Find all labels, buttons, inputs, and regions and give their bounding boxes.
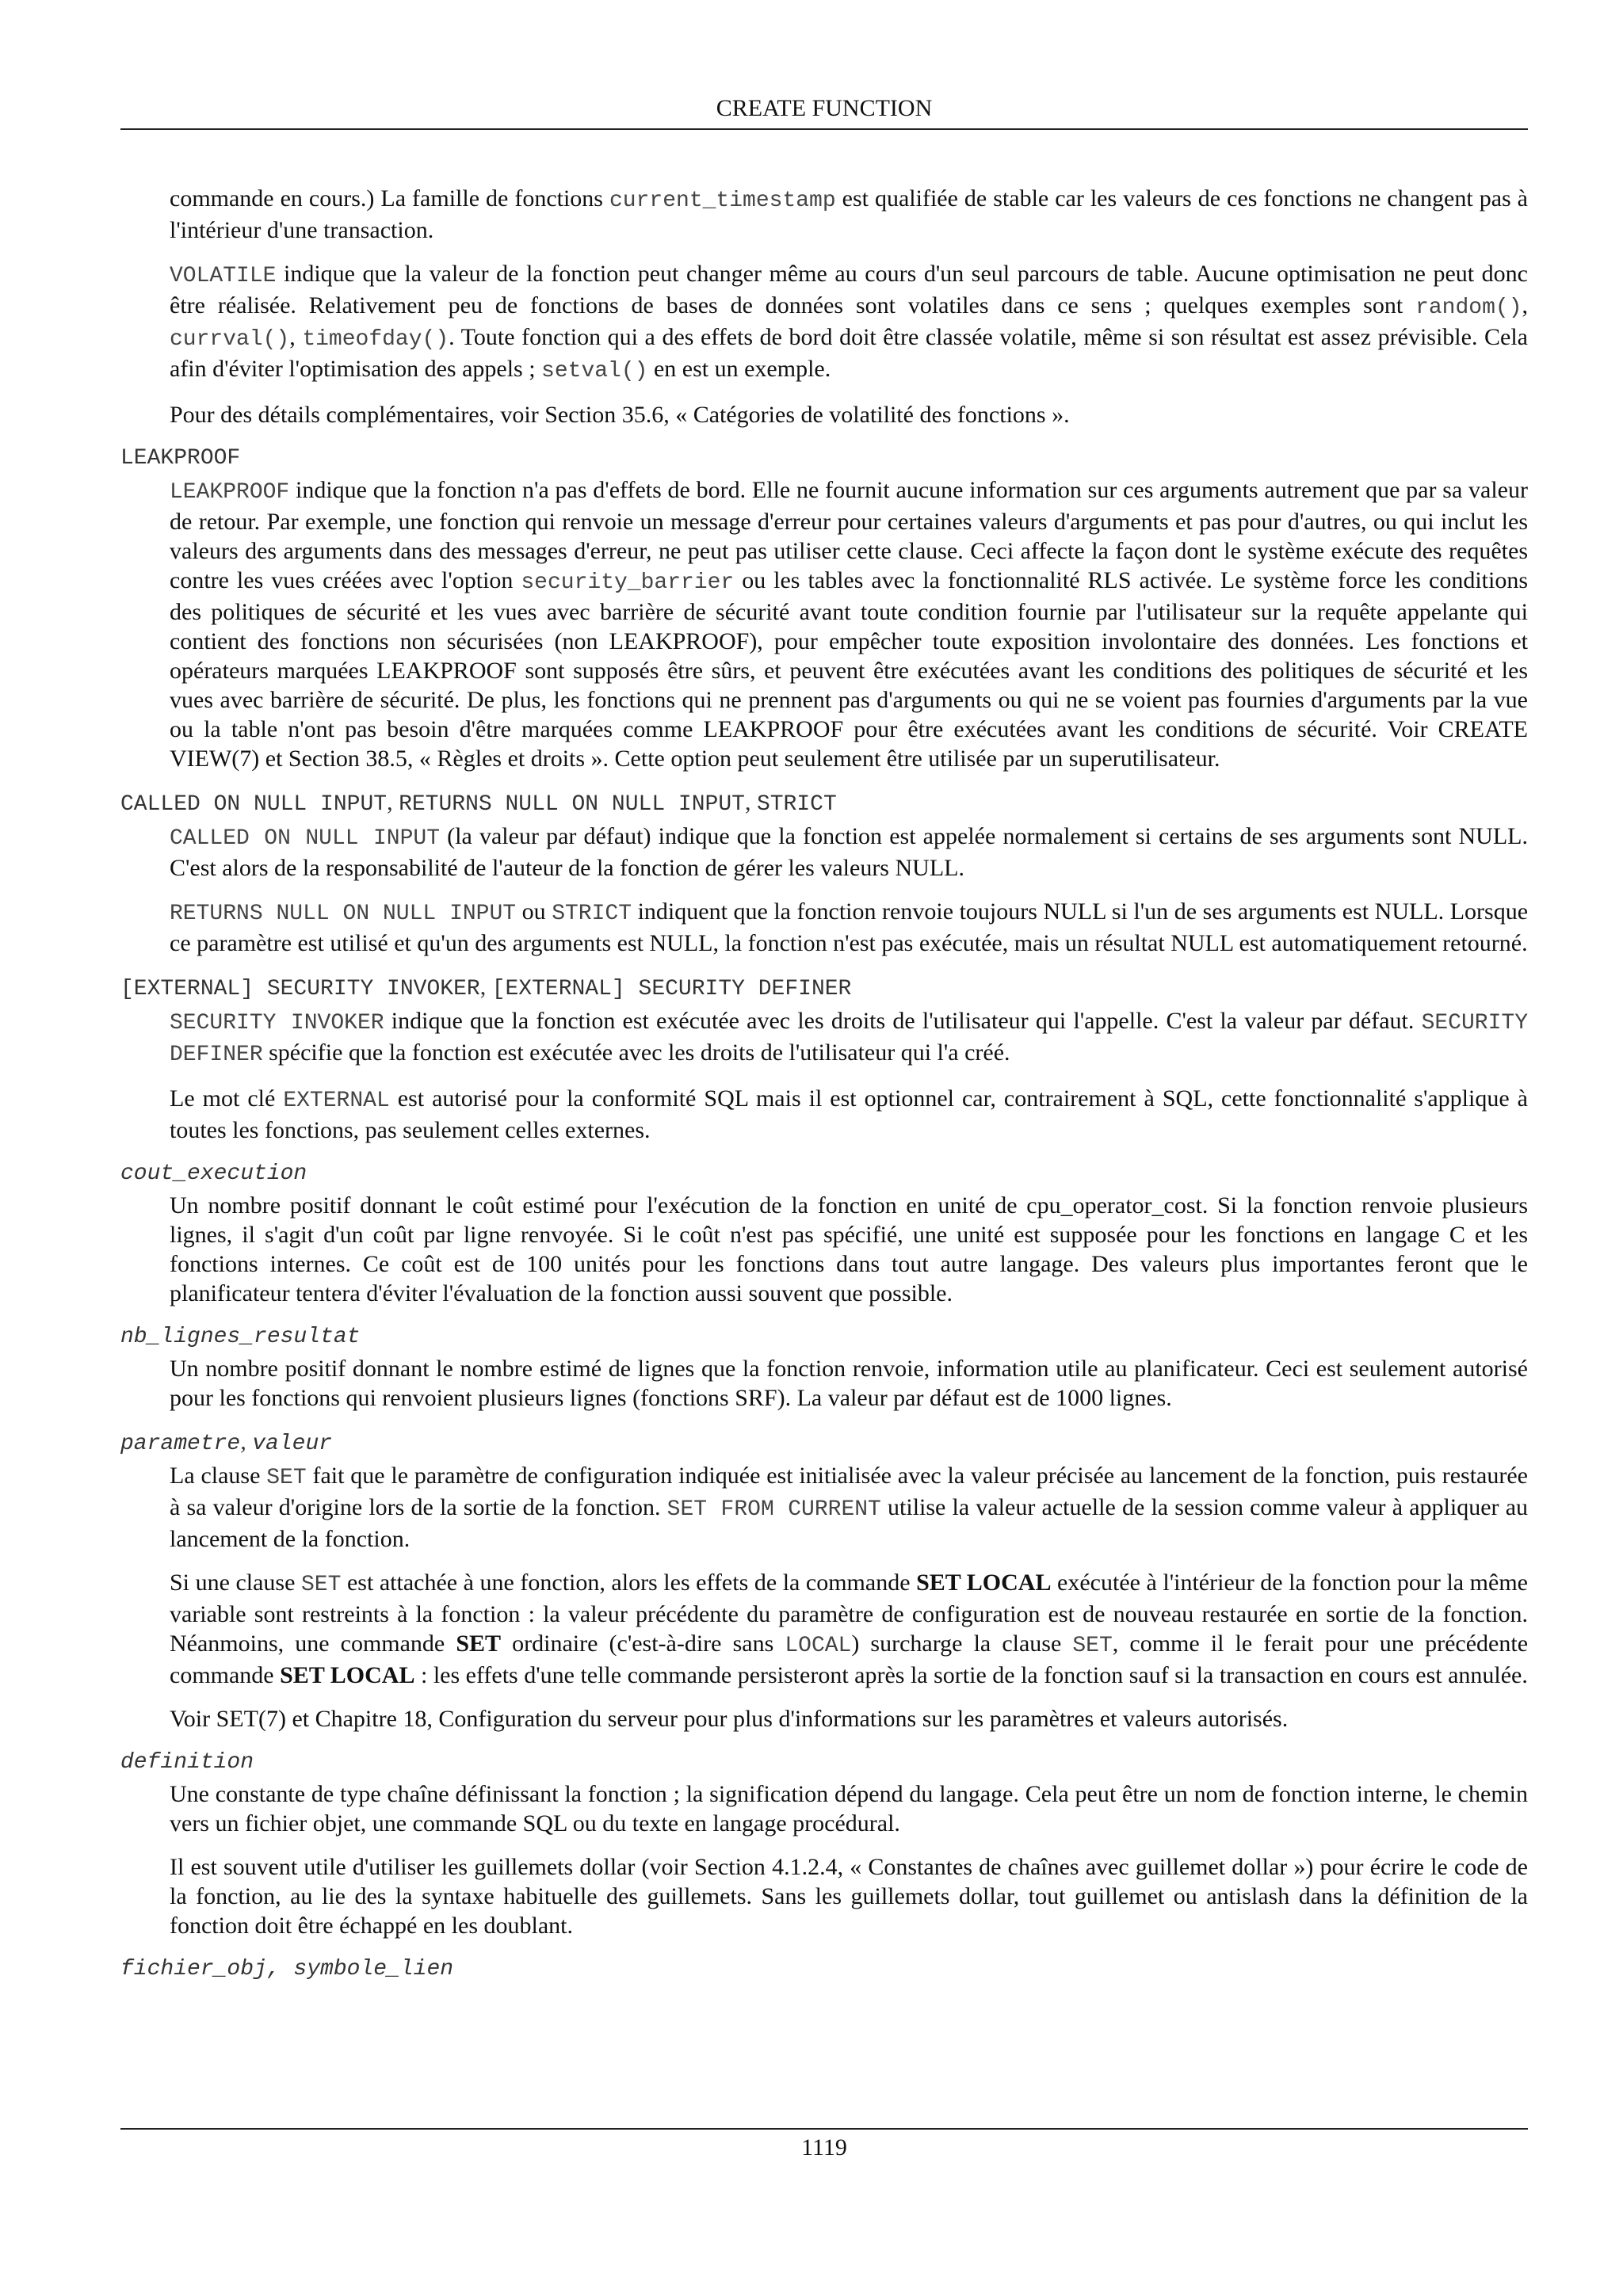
term-null-input: CALLED ON NULL INPUT, RETURNS NULL ON NULL INPUT, STRICT: [120, 789, 837, 817]
inline-code: SET: [266, 1466, 307, 1490]
inline-code: SET FROM CURRENT: [666, 1497, 881, 1522]
null-input-paragraph-2: RETURNS NULL ON NULL INPUT ou STRICT indiquent que la fonction renvoie toujours NULL si l'un de ses arguments est NULL. Lorsque ce paramètre est utilisé et qu'un des arguments est NULL, la fonction n'est pas exécutée, mais un résultat NULL est automatiquement retourné.: [170, 898, 1529, 956]
running-header: CREATE FUNCTION: [716, 95, 933, 121]
security-paragraph-2: Le mot clé EXTERNAL est autorisé pour la conformité SQL mais il est optionnel car, contrairement à SQL, cette fonctionnalité s'applique à toutes les fonctions, pas seulement celles externes.: [170, 1085, 1528, 1143]
volatility-paragraph-1: commande en cours.) La famille de fonctions current_timestamp est qualifiée de stable car les valeurs de ces fonctions ne changent pas à l'intérieur d'une transaction.: [170, 185, 1528, 243]
header-rule: [120, 128, 1528, 130]
document-page: [120, 0, 1528, 2296]
security-paragraph-1: SECURITY INVOKER indique que la fonction est exécutée avec les droits de l'utilisateur qui l'appelle. C'est la valeur par défaut. SECURITY DEFINER spécifie que la fonction est exécutée avec les droits de l'utilisateur qui l'a créé.: [170, 1008, 1528, 1067]
inline-code: currval(): [170, 327, 290, 352]
term-parametre-valeur: parametre, valeur: [120, 1428, 333, 1456]
inline-code: SET: [1072, 1634, 1113, 1658]
inline-code: RETURNS NULL ON NULL INPUT: [170, 902, 517, 926]
cout-paragraph: Un nombre positif donnant le coût estimé pour l'exécution de la fonction en unité de cpu_operator_cost. Si la fonction renvoie plusieurs lignes, il s'agit d'un coût par ligne renvoyée. Si le coût n'est pas spécifié, une unité est supposée pour les fonctions en langage C et les fonctions internes. Ce coût est de 100 unités pour les fonctions dans tout autre langage. Des valeurs plus importantes feront que le planificateur tentera d'éviter l'évaluation de la fonction aussi souvent que possible.: [170, 1192, 1528, 1306]
definition-paragraph-2: Il est souvent utile d'utiliser les guillemets dollar (voir Section 4.1.2.4, « Constantes de chaînes avec guillemet dollar ») pour écrire le code de la fonction, au lie des la syntaxe habituelle des guillemets. Sans les guillemets dollar, tout guillemet ou antislash dans la définition de la fonction doit être échappé en les doublant.: [170, 1854, 1528, 1939]
volatility-paragraph-2: VOLATILE indique que la valeur de la fonction peut changer même au cours d'un seul parcours de table. Aucune optimisation ne peut donc être réalisée. Relativement peu de fonctions de bases de données sont volatiles dans ce sens ; quelques exemples sont random(), currval(), timeofday(). Toute fonction qui a des effets de bord doit être classée volatile, même si son résultat est assez prévisible. Cela afin d'éviter l'optimisation des appels ; setval() en est un exemple.: [170, 261, 1529, 383]
nb-lignes-paragraph: Un nombre positif donnant le nombre estimé de lignes que la fonction renvoie, information utile au planificateur. Ceci est seulement autorisé pour les fonctions qui renvoient plusieurs lignes (fonctions SRF). La valeur par défaut est de 1000 lignes.: [170, 1356, 1528, 1411]
null-input-paragraph-1: CALLED ON NULL INPUT (la valeur par défaut) indique que la fonction est appelée normalement si certains de ses arguments sont NULL. C'est alors de la responsabilité de l'auteur de la fonction de gérer les valeurs NULL.: [170, 823, 1528, 881]
term-definition: definition: [120, 1750, 254, 1775]
term-fichier-obj: fichier_obj, symbole_lien: [120, 1957, 454, 1981]
inline-code: SET: [300, 1573, 342, 1597]
inline-code: LEAKPROOF: [170, 480, 290, 505]
parametre-paragraph-2: Si une clause SET est attachée à une fonction, alors les effets de la commande SET LOCAL exécutée à l'intérieur de la fonction pour la même variable sont restreints à la fonction : la valeur précédente du paramètre de configuration est de nouveau restaurée en sortie de la fonction. Néanmoins, une commande SET ordinaire (c'est-à-dire sans LOCAL) surcharge la clause SET, comme il le ferait pour une précédente commande SET LOCAL : les effets d'une telle commande persisteront après la sortie de la fonction sauf si la transaction en cours est annulée.: [170, 1569, 1529, 1688]
bold-command: SET LOCAL: [280, 1662, 415, 1688]
inline-code: VOLATILE: [170, 264, 277, 288]
inline-code: LOCAL: [785, 1634, 852, 1658]
inline-code: EXTERNAL: [283, 1089, 390, 1113]
inline-code: SECURITY DEFINER: [170, 1011, 1528, 1067]
inline-code: security_barrier: [521, 570, 735, 595]
volatility-paragraph-3: Pour des détails complémentaires, voir Section 35.6, « Catégories de volatilité des fonctions ».: [170, 402, 1070, 428]
footer-rule: [120, 2128, 1528, 2130]
page-number: 1119: [801, 2134, 847, 2161]
definition-paragraph-1: Une constante de type chaîne définissant la fonction ; la signification dépend du langage. Cela peut être un nom de fonction interne, le chemin vers un fichier objet, une commande SQL ou du texte en langage procédural.: [170, 1781, 1528, 1836]
inline-code: STRICT: [552, 902, 632, 926]
inline-code: random(): [1415, 296, 1522, 320]
page-content: [120, 184, 1528, 1986]
term-security: [EXTERNAL] SECURITY INVOKER, [EXTERNAL] SECURITY DEFINER: [120, 974, 852, 1001]
inline-code: timeofday(): [302, 327, 449, 352]
parametre-paragraph-1: La clause SET fait que le paramètre de configuration indiquée est initialisée avec la valeur précisée au lancement de la fonction, puis restaurée à sa valeur d'origine lors de la sortie de la fonction. SET FROM CURRENT utilise la valeur actuelle de la session comme valeur à appliquer au lancement de la fonction.: [170, 1463, 1529, 1552]
bold-command: SET LOCAL: [916, 1569, 1052, 1596]
term-nb-lignes-resultat: nb_lignes_resultat: [120, 1325, 361, 1349]
bold-command: SET: [456, 1630, 502, 1657]
inline-code: setval(): [541, 359, 648, 383]
term-leakproof: LEAKPROOF: [120, 446, 241, 471]
parametre-paragraph-3: Voir SET(7) et Chapitre 18, Configuration du serveur pour plus d'informations sur les paramètres et valeurs autorisés.: [170, 1706, 1289, 1732]
inline-code: SECURITY INVOKER: [170, 1011, 384, 1035]
inline-code: current_timestamp: [609, 189, 836, 213]
term-cout-execution: cout_execution: [120, 1161, 307, 1186]
inline-code: CALLED ON NULL INPUT: [170, 826, 441, 851]
leakproof-paragraph: LEAKPROOF indique que la fonction n'a pas d'effets de bord. Elle ne fournit aucune information sur ces arguments autrement que par sa valeur de retour. Par exemple, une fonction qui renvoie un message d'erreur pour certaines valeurs d'arguments et pas pour d'autres, ou qui inclut les valeurs des arguments dans des messages d'erreur, ne peut pas utiliser cette clause. Ceci affecte la façon dont le système exécute des requêtes contre les vues créées avec l'option security_barrier ou les tables avec la fonctionnalité RLS activée. Le système force les conditions des politiques de sécurité et les vues avec barrière de sécurité avant toute condition fournie par l'utilisateur sur la requête appelante qui contient des fonctions non sécurisées (non LEAKPROOF), pour empêcher toute exposition involontaire des données. Les fonctions et opérateurs marquées LEAKPROOF sont supposés être sûrs, et peuvent être exécutées avant les conditions des politiques de sécurité et les vues avec barrière de sécurité. De plus, les fonctions qui ne prennent pas d'arguments ou qui ne se voient pas fournies d'arguments par la vue ou la table n'ont pas besoin d'être marquées comme LEAKPROOF pour être exécutées avant les conditions de sécurité. Voir CREATE VIEW(7) et Section 38.5, « Règles et droits ». Cette option peut seulement être utilisée par un superutilisateur.: [170, 477, 1528, 772]
